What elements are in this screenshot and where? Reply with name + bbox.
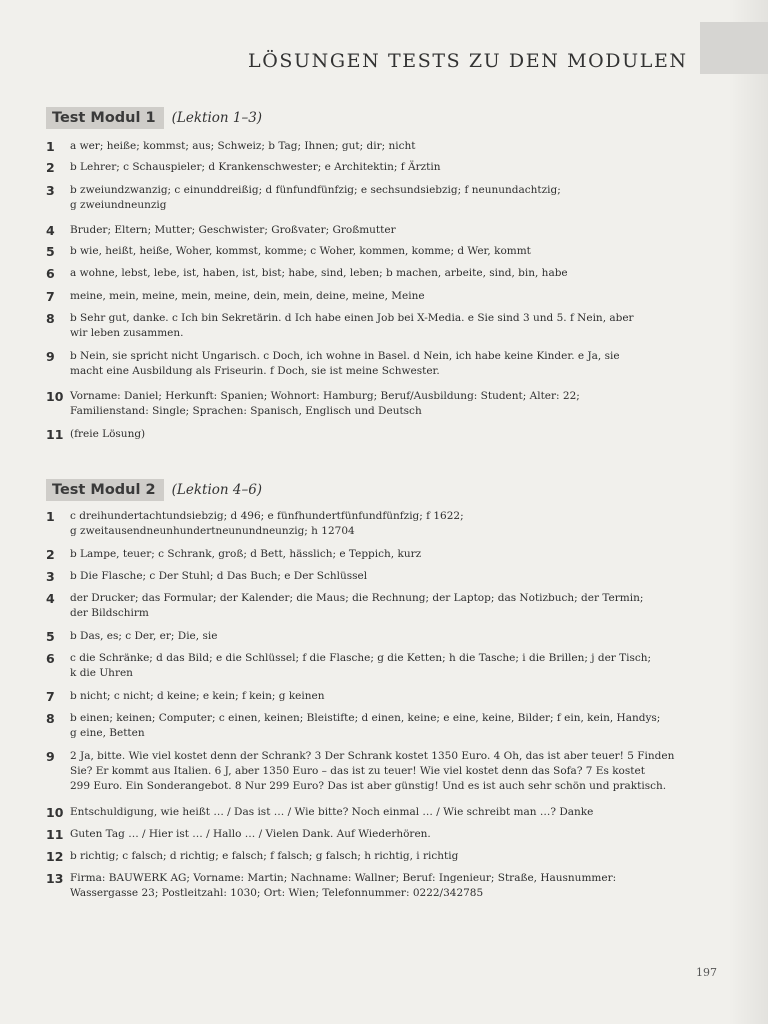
answer-item [46, 569, 706, 591]
section-heading [46, 106, 706, 130]
answer-number: 11 [46, 427, 64, 442]
answer-number: 4 [46, 223, 55, 238]
answer-number: 5 [46, 629, 55, 644]
answer-text: Bruder; Eltern; Mutter; Geschwister; Großvater; Großmutter [70, 224, 396, 236]
answer-number: 9 [46, 749, 55, 764]
section-heading [46, 478, 706, 502]
answer-item [46, 160, 706, 183]
answer-item [46, 289, 706, 311]
answer-item [46, 349, 706, 389]
section-label: Test Modul 1 [46, 107, 164, 129]
answer-item [46, 689, 706, 711]
answer-text: b Nein, sie spricht nicht Ungarisch. c Doch, ich wohne in Basel. d Nein, ich habe keine Kinder. e Ja, sie macht eine Ausbildung als Friseurin. f Doch, sie ist meine Schwester. [70, 350, 620, 377]
answer-number: 6 [46, 651, 55, 666]
answer-number: 1 [46, 139, 55, 154]
answer-item [46, 547, 706, 569]
section-test-modul-2 [46, 478, 706, 907]
section-label: Test Modul 2 [46, 479, 164, 501]
answer-item [46, 591, 706, 629]
answer-item [46, 389, 706, 427]
answer-text: b zweiundzwanzig; c einunddreißig; d fünfundfünfzig; e sechsundsiebzig; f neunundachtzig; g zweiundneunzig [70, 184, 561, 211]
answer-item [46, 139, 706, 160]
answer-number: 13 [46, 871, 64, 886]
answer-item [46, 223, 706, 244]
answer-text: Firma: BAUWERK AG; Vorname: Martin; Nachname: Wallner; Beruf: Ingenieur; Straße, Hausnummer: Wassergasse 23; Postleitzahl: 1030; Ort: Wien; Telefonnummer: 0222/342785 [70, 872, 617, 899]
answer-item [46, 805, 706, 827]
answer-item [46, 427, 706, 445]
answer-item [46, 827, 706, 849]
answer-number: 10 [46, 389, 64, 404]
answer-text: a wer; heiße; kommst; aus; Schweiz; b Tag; Ihnen; gut; dir; nicht [70, 140, 416, 152]
answer-item [46, 266, 706, 289]
answer-item [46, 849, 706, 871]
answer-number: 3 [46, 183, 55, 198]
answer-item [46, 311, 706, 349]
answer-number: 12 [46, 849, 64, 864]
answer-number: 1 [46, 509, 55, 524]
answer-text: b Lampe, teuer; c Schrank, groß; d Bett, hässlich; e Teppich, kurz [70, 548, 422, 560]
answer-number: 7 [46, 689, 55, 704]
answer-text: b Sehr gut, danke. c Ich bin Sekretärin. d Ich habe einen Job bei X-Media. e Sie sind 3 und 5. f Nein, aber wir leben zusammen. [70, 312, 634, 339]
answer-text: b Die Flasche; c Der Stuhl; d Das Buch; e Der Schlüssel [70, 570, 368, 582]
answer-text: (freie Lösung) [70, 428, 146, 440]
answer-number: 3 [46, 569, 55, 584]
answer-text: Vorname: Daniel; Herkunft: Spanien; Wohnort: Hamburg; Beruf/Ausbildung: Student; Alter: 22; Familienstand: Single; Sprachen: Spanisch, Englisch und Deutsch [70, 390, 580, 417]
section-subtitle: (Lektion 4–6) [171, 482, 263, 498]
answer-item [46, 509, 706, 547]
answer-number: 5 [46, 244, 55, 259]
answer-text: b richtig; c falsch; d richtig; e falsch; f falsch; g falsch; h richtig, i richtig [70, 850, 459, 862]
answer-number: 6 [46, 266, 55, 281]
answer-text: 2 Ja, bitte. Wie viel kostet denn der Schrank? 3 Der Schrank kostet 1350 Euro. 4 Oh, das ist aber teuer! 5 Finden Sie? Er kommt aus Italien. 6 J, aber 1350 Euro – das ist zu teuer! Wie viel kostet denn das Sofa? 7 Es kostet 299 Euro. Ein Sonderangebot. 8 Nur 299 Euro? Das ist aber günstig! Und es ist auch sehr schön und praktisch. [70, 750, 675, 792]
answer-number: 7 [46, 289, 55, 304]
chapter-tab-marker [700, 22, 768, 74]
answer-item [46, 871, 706, 907]
answer-item [46, 244, 706, 266]
answer-text: der Drucker; das Formular; der Kalender; die Maus; die Rechnung; der Laptop; das Notizbuch; der Termin; der Bildschirm [70, 592, 644, 619]
answer-text: b wie, heißt, heiße, Woher, kommst, komme; c Woher, kommen, komme; d Wer, kommt [70, 245, 531, 257]
answer-item [46, 183, 706, 223]
answer-number: 10 [46, 805, 64, 820]
section-subtitle: (Lektion 1–3) [171, 110, 263, 126]
answer-number: 2 [46, 547, 55, 562]
answer-number: 11 [46, 827, 64, 842]
page-number: 197 [696, 966, 717, 979]
answer-text: b nicht; c nicht; d keine; e kein; f kein; g keinen [70, 690, 325, 702]
answer-number: 9 [46, 349, 55, 364]
answer-item [46, 651, 706, 689]
answer-number: 8 [46, 311, 55, 326]
answer-text: a wohne, lebst, lebe, ist, haben, ist, bist; habe, sind, leben; b machen, arbeite, sind, bin, habe [70, 267, 568, 279]
answer-item [46, 749, 706, 805]
answer-text: Guten Tag … / Hier ist … / Hallo … / Vielen Dank. Auf Wiederhören. [70, 828, 431, 840]
answer-text: c dreihundertachtundsiebzig; d 496; e fünfhundertfünfundfünfzig; f 1622; g zweitausendneunhundertneunundneunzig; h 12704 [70, 510, 464, 537]
answer-text: Entschuldigung, wie heißt … / Das ist … / Wie bitte? Noch einmal … / Wie schreibt man …? Danke [70, 806, 594, 818]
answer-text: b Das, es; c Der, er; Die, sie [70, 630, 218, 642]
answer-text: c die Schränke; d das Bild; e die Schlüssel; f die Flasche; g die Ketten; h die Tasche; i die Brillen; j der Tisch; k die Uhren [70, 652, 652, 679]
section-test-modul-1 [46, 106, 706, 445]
page-title: LÖSUNGEN TESTS ZU DEN MODULEN [248, 50, 688, 72]
answer-number: 2 [46, 160, 55, 175]
answer-number: 4 [46, 591, 55, 606]
answer-text: b einen; keinen; Computer; c einen, keinen; Bleistifte; d einen, keine; e eine, keine, Bilder; f ein, kein, Handys; g eine, Betten [70, 712, 661, 739]
answer-item [46, 629, 706, 651]
answer-number: 8 [46, 711, 55, 726]
answer-text: b Lehrer; c Schauspieler; d Krankenschwester; e Architektin; f Ärztin [70, 161, 441, 173]
page-edge-shade [728, 0, 768, 1024]
answer-item [46, 711, 706, 749]
answer-text: meine, mein, meine, mein, meine, dein, mein, deine, meine, Meine [70, 290, 425, 302]
